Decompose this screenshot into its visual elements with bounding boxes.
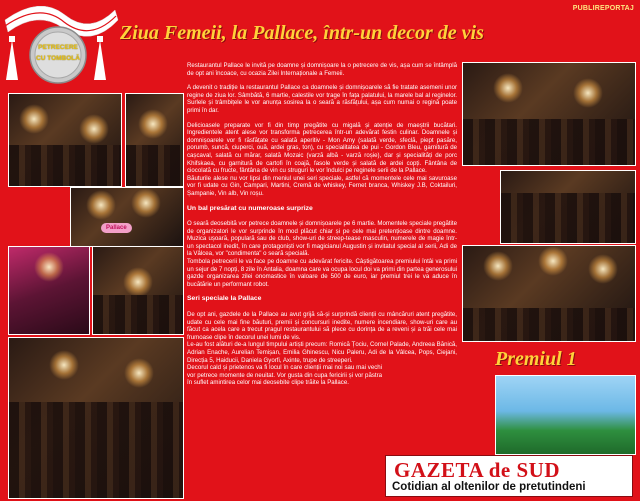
publireportaj-tag: PUBLIREPORTAJ <box>572 5 634 12</box>
article-paragraph: Băuturile alese nu vor lipsi din meniul unei seri speciale, astfel că momentele cele mai savuroase vor fi udate cu Gin, Campari, Martini, Cremă de whiskey, Fernet branca, Whiskey J.B, Coktailuri, Șampanie, Vin alb, Vin roșu. <box>187 174 457 197</box>
article-paragraph: Tombola petrecerii le va face pe doamne cu adevărat fericite. Câștigătoarea premiului întâi va primi un sejur de 7 nopți, 8 zile în Antalia, doamna care va ocupa locul doi va primi din partea generosului gazde organizarea zilei onomastice în valoare de 500 de euro, iar premiul trei le va aduce în bucătărie un performant robot. <box>187 258 457 288</box>
cake-label: Pallace <box>101 223 132 233</box>
section-heading: Un bal presărat cu numeroase surprize <box>187 204 313 212</box>
photo-cakes-table <box>462 245 636 342</box>
article-paragraph: Le-au fost alături de-a lungul timpului artiști precum: Romică Țociu, Cornel Palade, Andreea Bănică, Adrian Enache, Aurelian Temișan, Emilia Ghinescu, Nicu Paleru, Adi de la Vâlcea, Pops, Ciejani, Direcția 5, Haiducii, Daniela Gyorfi, Axinte, trupe de streeperi. <box>187 341 457 364</box>
article-intro: Restaurantul Pallace le invită pe doamne și domnișoare la o petrecere de vis, așa cum se întâmplă de opt ani încoace, cu ocazia Zilei Internaționale a Femeii. <box>187 62 457 77</box>
photo-birthday-cake <box>125 93 184 187</box>
article-paragraph: O seară deosebită vor petrece doamnele și domnișoarele pe 6 martie. Momentele speciale pregătite de organizatori le vor surprinde în mod plăcut chiar și pe cele mai pretențioase dintre doamne. Muzica ușoară, populară sau de club, show-uri de streep-tease masculin, numerele de magie într-un spectacol inedit, în care protagoniști vor fi magicianul Augustin și invitatul special al serii, Adi de la Vâlcea, vor "condimenta" o seară specială. <box>187 220 457 258</box>
article-paragraph: A devenit o tradiție la restaurantul Pallace ca doamnele și domnișoarele să fie tratate asemeni unor regine de ziua lor. Sâmbătă, 6 martie, calestile vor trage în fața palatului, la marele bal al reginelor. Surlele și trâmbițele le vor anunța sosirea la o seară a răsfățului, așa cum numai o regină poate primi în dar. <box>187 84 457 114</box>
photo-dancer <box>8 93 122 187</box>
article-body <box>187 62 457 394</box>
prize-label: Premiul 1 <box>495 348 577 370</box>
photo-fire-dancers <box>462 62 636 166</box>
article-paragraph: Delicioasele preparate vor fi din timp pregătite cu migală și atenție de maeștrii bucătari. Ingredientele atent alese vor transforma petrecerea într-un adevărat festin culinar. Doamnele și domnișoarele vor fi răsfățate cu salată aperitiv - Mon Amy (salată verde, sfeclă, piept pasăre, porumb, suncă, ciuperci, ouă, ardei gras, ton), cu specialitatea de pui - Gordon Bleu, garnitură de cașcaval, salată cu mărar, salată Mozaic (varză albă - varză roșie), dar și specialități de porc Khifskaea, cu garnitură de cartofi în coajă, fasole verde și salată de ardei copți. Fântâna de ciocolată cu fructe, fântâna de vin cu struguri le vor îndulci pe reginele serii de la Pallace. <box>187 121 457 175</box>
gazeta-title: GAZETA de SUD <box>394 458 560 482</box>
photo-crowd <box>8 337 184 499</box>
photo-guests <box>500 170 636 244</box>
photo-resort <box>495 375 636 455</box>
article-paragraph: Decorul cald și prietenos va fi locul în care clienții mai noi sau mai vechi vor petrece momente de neuitat. Vor gusta din cupa fericirii și vor păstra în suflet amintirea celor mai deosebite clipe trăite la Pallace. <box>187 364 382 387</box>
gazeta-subtitle: Cotidian al oltenilor de pretutindeni <box>392 481 586 493</box>
badge-line-1: PETRECERE <box>38 44 78 51</box>
photo-cake-sparklers <box>70 187 184 247</box>
gazeta-logo <box>385 455 633 497</box>
article-paragraph: De opt ani, gazdele de la Pallace au avut grijă să-și surprindă clienții cu mâncăruri atent pregătite, udate cu cele mai fine băuturi, premii și concursuri inedite, numere incendiare, show-uri care au făcut ca acela care a trecut pragul restaurantului să plece cu dorința de a reveni și a trăi cele mai frumoase clipe în decorul unei lumi de vis. <box>187 311 457 341</box>
page-title: Ziua Femeii, la Pallace, într-un decor de vis <box>120 22 484 44</box>
photo-pink-hall <box>8 246 90 335</box>
photo-fire-show <box>92 246 184 335</box>
badge-line-2: CU TOMBOLĂ <box>36 55 80 62</box>
section-heading: Seri speciale la Pallace <box>187 295 262 303</box>
